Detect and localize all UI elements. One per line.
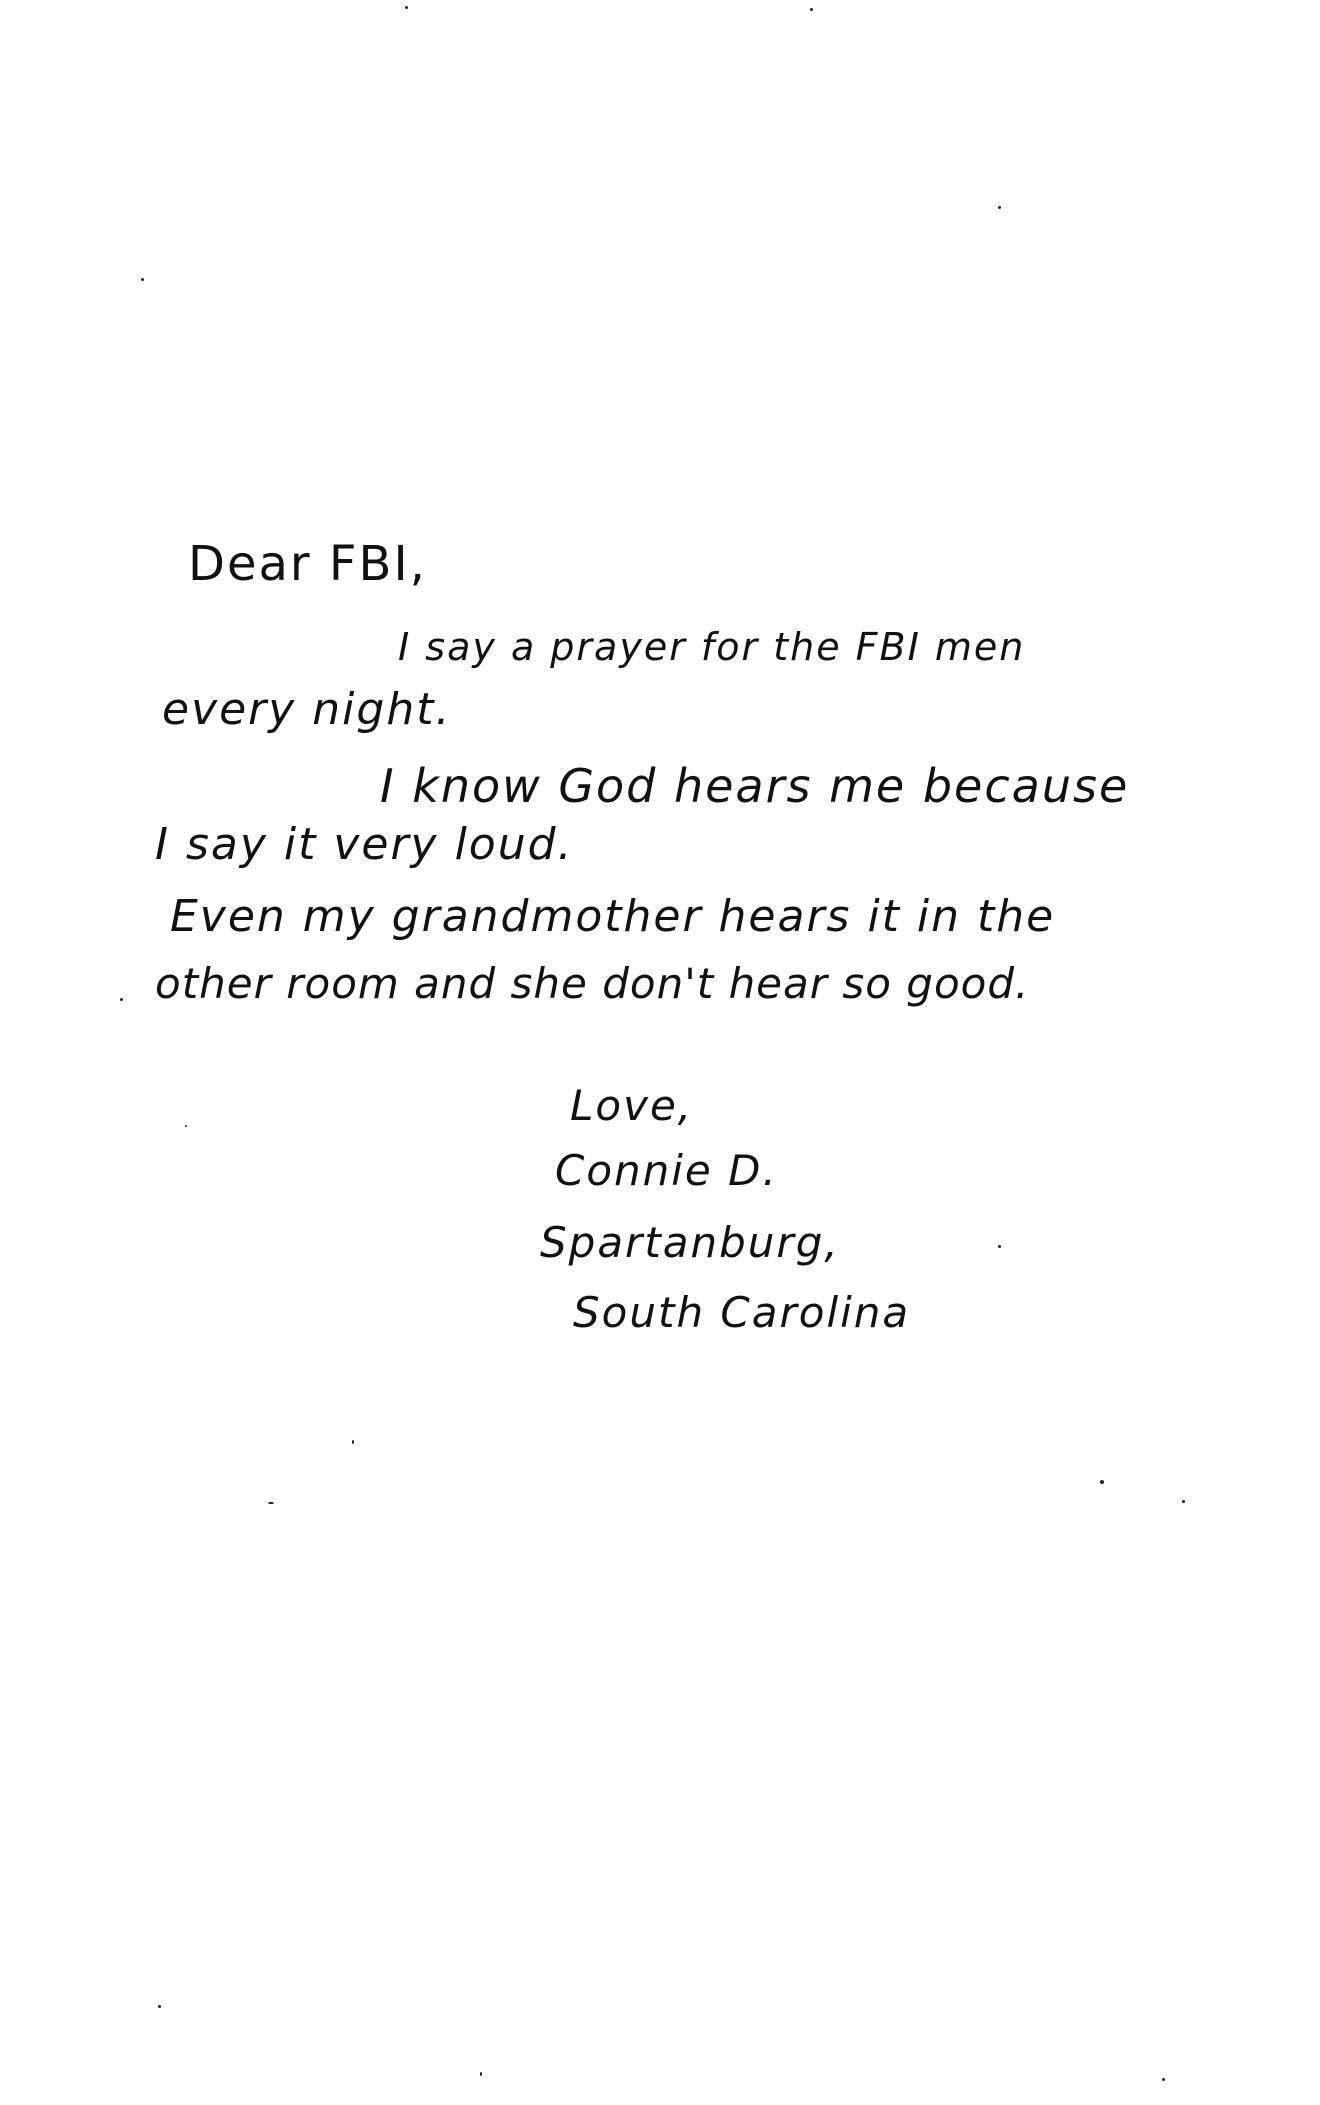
state: South Carolina (573, 1288, 911, 1337)
body-line-4: I say it very loud. (155, 819, 574, 870)
body-line-2: every night. (162, 684, 452, 735)
city: Spartanburg, (540, 1218, 840, 1267)
scan-speck (1162, 2078, 1165, 2081)
scan-speck (268, 1502, 274, 1504)
salutation: Dear FBI, (188, 536, 427, 592)
body-line-6: other room and she don't hear so good. (155, 959, 1030, 1008)
scan-speck (1182, 1500, 1185, 1503)
scan-speck (158, 2005, 161, 2008)
body-line-3: I know God hears me because (380, 759, 1130, 813)
body-line-5: Even my grandmother hears it in the (170, 891, 1056, 942)
scan-speck (1100, 1480, 1104, 1484)
body-line-1: I say a prayer for the FBI men (398, 625, 1026, 669)
scan-speck (405, 6, 408, 9)
scan-speck (352, 1440, 354, 1444)
scan-speck (120, 998, 123, 1001)
signature: Connie D. (555, 1146, 778, 1195)
scan-speck (998, 1245, 1001, 1248)
closing: Love, (570, 1081, 694, 1130)
scan-speck (480, 2072, 482, 2076)
scan-speck (141, 278, 144, 281)
scan-speck (998, 206, 1001, 209)
scan-speck (185, 1125, 187, 1127)
scan-speck (810, 8, 813, 11)
